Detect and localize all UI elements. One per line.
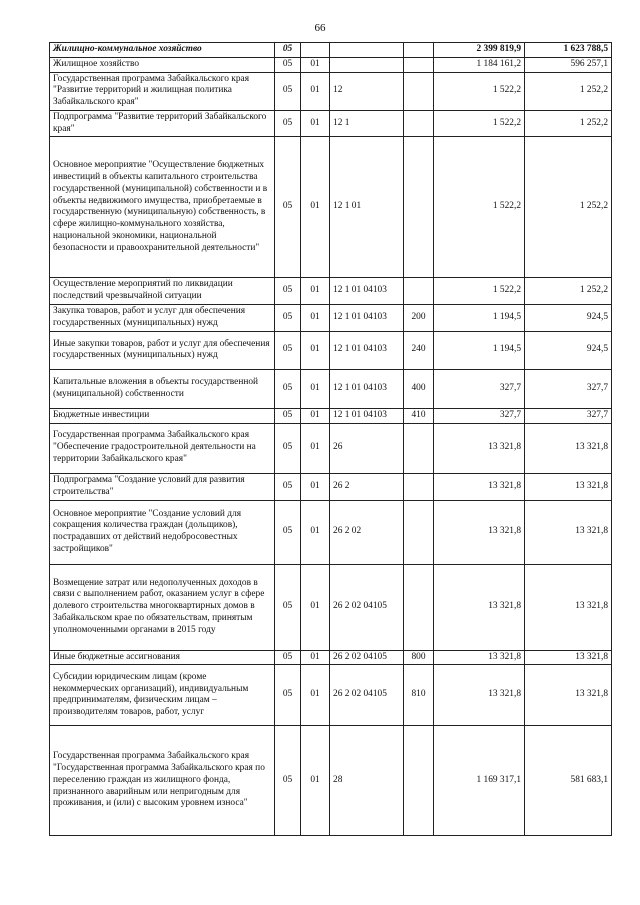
row-expense-type <box>404 110 434 137</box>
row-amount-year-2: 924,5 <box>525 304 612 331</box>
row-name: Жилищное хозяйство <box>50 57 275 72</box>
row-section-code: 05 <box>275 331 301 369</box>
row-subsection-code: 01 <box>301 473 330 500</box>
row-target-article: 12 1 01 04103 <box>330 408 404 423</box>
row-amount-year-1: 1 194,5 <box>434 304 525 331</box>
table-row <box>50 137 612 278</box>
row-name: Бюджетные инвестиции <box>50 408 275 423</box>
row-subsection-code: 01 <box>301 564 330 650</box>
row-amount-year-2: 1 623 788,5 <box>525 43 612 58</box>
row-target-article: 26 2 02 04105 <box>330 564 404 650</box>
row-expense-type <box>404 423 434 473</box>
row-amount-year-1: 13 321,8 <box>434 665 525 726</box>
row-expense-type <box>404 57 434 72</box>
table-row <box>50 650 612 665</box>
row-amount-year-1: 1 522,2 <box>434 72 525 110</box>
table-row <box>50 304 612 331</box>
row-expense-type <box>404 500 434 564</box>
row-expense-type <box>404 726 434 836</box>
row-amount-year-2: 581 683,1 <box>525 726 612 836</box>
row-amount-year-1: 1 522,2 <box>434 110 525 137</box>
row-section-code: 05 <box>275 650 301 665</box>
row-name: Основное мероприятие "Создание условий для сокращения количества граждан (дольщиков), пострадавших от действий недобросовестных застройщиков" <box>50 500 275 564</box>
row-expense-type <box>404 72 434 110</box>
row-amount-year-1: 13 321,8 <box>434 423 525 473</box>
row-amount-year-1: 1 184 161,2 <box>434 57 525 72</box>
table-row <box>50 408 612 423</box>
row-name: Подпрограмма "Создание условий для развития строительства" <box>50 473 275 500</box>
row-amount-year-2: 327,7 <box>525 369 612 408</box>
row-name: Жилищно-коммунальное хозяйство <box>50 43 275 58</box>
row-target-article: 12 1 01 04103 <box>330 369 404 408</box>
row-subsection-code: 01 <box>301 331 330 369</box>
row-subsection-code: 01 <box>301 665 330 726</box>
table-row <box>50 278 612 305</box>
row-amount-year-1: 327,7 <box>434 369 525 408</box>
row-amount-year-1: 2 399 819,9 <box>434 43 525 58</box>
row-section-code: 05 <box>275 408 301 423</box>
row-expense-type <box>404 43 434 58</box>
row-section-code: 05 <box>275 564 301 650</box>
row-amount-year-2: 13 321,8 <box>525 500 612 564</box>
row-subsection-code: 01 <box>301 137 330 278</box>
row-section-code: 05 <box>275 423 301 473</box>
row-amount-year-2: 1 252,2 <box>525 137 612 278</box>
table-row <box>50 72 612 110</box>
row-expense-type: 800 <box>404 650 434 665</box>
row-amount-year-1: 327,7 <box>434 408 525 423</box>
row-section-code: 05 <box>275 278 301 305</box>
row-amount-year-1: 1 522,2 <box>434 278 525 305</box>
row-target-article: 12 1 01 04103 <box>330 304 404 331</box>
row-subsection-code: 01 <box>301 110 330 137</box>
row-amount-year-2: 13 321,8 <box>525 650 612 665</box>
row-amount-year-2: 13 321,8 <box>525 473 612 500</box>
row-expense-type: 810 <box>404 665 434 726</box>
row-section-code: 05 <box>275 43 301 58</box>
row-amount-year-2: 1 252,2 <box>525 110 612 137</box>
row-section-code: 05 <box>275 57 301 72</box>
row-name: Осуществление мероприятий по ликвидации последствий чрезвычайной ситуации <box>50 278 275 305</box>
row-section-code: 05 <box>275 500 301 564</box>
row-amount-year-1: 1 522,2 <box>434 137 525 278</box>
row-target-article: 26 <box>330 423 404 473</box>
row-expense-type: 200 <box>404 304 434 331</box>
row-amount-year-2: 327,7 <box>525 408 612 423</box>
row-amount-year-2: 13 321,8 <box>525 423 612 473</box>
row-subsection-code: 01 <box>301 500 330 564</box>
row-amount-year-1: 1 194,5 <box>434 331 525 369</box>
table-row <box>50 110 612 137</box>
row-expense-type <box>404 473 434 500</box>
row-section-code: 05 <box>275 665 301 726</box>
row-section-code: 05 <box>275 726 301 836</box>
table-row <box>50 331 612 369</box>
row-name: Иные бюджетные ассигнования <box>50 650 275 665</box>
row-name: Возмещение затрат или недополученных доходов в связи с выполнением работ, оказанием услуг в сфере долевого строительства многоквартирных домов в Забайкальском крае по обязательствам, принятым уполномоченными органами в 2015 году <box>50 564 275 650</box>
row-subsection-code: 01 <box>301 726 330 836</box>
row-subsection-code: 01 <box>301 72 330 110</box>
row-subsection-code: 01 <box>301 650 330 665</box>
row-name: Государственная программа Забайкальского края "Государственная программа Забайкальского края по переселению граждан из жилищного фонда, признанного аварийным или непригодным для проживания, и (или) с высоким уровнем износа" <box>50 726 275 836</box>
row-name: Основное мероприятие "Осуществление бюджетных инвестиций в объекты капитального строительства государственной (муниципальной) собственности и в объекты недвижимого имущества, приобретаемые в государственную (муниципальную) собственность, в сфере жилищно-коммунального хозяйства, национальной экономики, национальной безопасности и правоохранительной деятельности" <box>50 137 275 278</box>
row-target-article: 12 1 01 04103 <box>330 278 404 305</box>
row-subsection-code <box>301 43 330 58</box>
row-name: Подпрограмма "Развитие территорий Забайкальского края" <box>50 110 275 137</box>
row-subsection-code: 01 <box>301 57 330 72</box>
row-target-article: 26 2 02 <box>330 500 404 564</box>
row-subsection-code: 01 <box>301 408 330 423</box>
row-target-article <box>330 57 404 72</box>
row-amount-year-2: 13 321,8 <box>525 665 612 726</box>
row-target-article: 12 1 01 <box>330 137 404 278</box>
row-target-article: 12 1 <box>330 110 404 137</box>
row-target-article: 26 2 02 04105 <box>330 665 404 726</box>
row-name: Капитальные вложения в объекты государственной (муниципальной) собственности <box>50 369 275 408</box>
row-expense-type: 240 <box>404 331 434 369</box>
row-section-code: 05 <box>275 72 301 110</box>
table-row <box>50 564 612 650</box>
row-section-code: 05 <box>275 473 301 500</box>
row-target-article: 26 2 02 04105 <box>330 650 404 665</box>
row-subsection-code: 01 <box>301 423 330 473</box>
row-expense-type <box>404 137 434 278</box>
row-section-code: 05 <box>275 304 301 331</box>
row-name: Субсидии юридическим лицам (кроме некоммерческих организаций), индивидуальным предпринимателям, физическим лицам – производителям товаров, работ, услуг <box>50 665 275 726</box>
table-row <box>50 43 612 58</box>
row-name: Иные закупки товаров, работ и услуг для обеспечения государственных (муниципальных) нужд <box>50 331 275 369</box>
row-amount-year-2: 13 321,8 <box>525 564 612 650</box>
row-amount-year-1: 1 169 317,1 <box>434 726 525 836</box>
row-expense-type: 400 <box>404 369 434 408</box>
table-row <box>50 423 612 473</box>
budget-table <box>49 42 612 836</box>
row-target-article: 26 2 <box>330 473 404 500</box>
budget-table-body <box>50 43 612 836</box>
row-amount-year-1: 13 321,8 <box>434 564 525 650</box>
row-subsection-code: 01 <box>301 278 330 305</box>
table-row <box>50 369 612 408</box>
row-name: Государственная программа Забайкальского края "Обеспечение градостроительной деятельности на территории Забайкальского края" <box>50 423 275 473</box>
row-section-code: 05 <box>275 110 301 137</box>
row-expense-type <box>404 564 434 650</box>
row-section-code: 05 <box>275 137 301 278</box>
row-subsection-code: 01 <box>301 369 330 408</box>
row-target-article: 12 1 01 04103 <box>330 331 404 369</box>
row-subsection-code: 01 <box>301 304 330 331</box>
row-amount-year-1: 13 321,8 <box>434 473 525 500</box>
row-target-article: 28 <box>330 726 404 836</box>
row-name: Государственная программа Забайкальского края "Развитие территорий и жилищная политика Забайкальского края" <box>50 72 275 110</box>
page-number: 66 <box>314 22 326 34</box>
row-amount-year-2: 596 257,1 <box>525 57 612 72</box>
table-row <box>50 500 612 564</box>
row-target-article: 12 <box>330 72 404 110</box>
row-amount-year-2: 1 252,2 <box>525 278 612 305</box>
row-amount-year-1: 13 321,8 <box>434 650 525 665</box>
row-amount-year-2: 1 252,2 <box>525 72 612 110</box>
row-expense-type <box>404 278 434 305</box>
row-amount-year-2: 924,5 <box>525 331 612 369</box>
table-row <box>50 57 612 72</box>
table-row <box>50 726 612 836</box>
table-row <box>50 665 612 726</box>
row-target-article <box>330 43 404 58</box>
table-row <box>50 473 612 500</box>
row-section-code: 05 <box>275 369 301 408</box>
row-name: Закупка товаров, работ и услуг для обеспечения государственных (муниципальных) нужд <box>50 304 275 331</box>
row-amount-year-1: 13 321,8 <box>434 500 525 564</box>
row-expense-type: 410 <box>404 408 434 423</box>
